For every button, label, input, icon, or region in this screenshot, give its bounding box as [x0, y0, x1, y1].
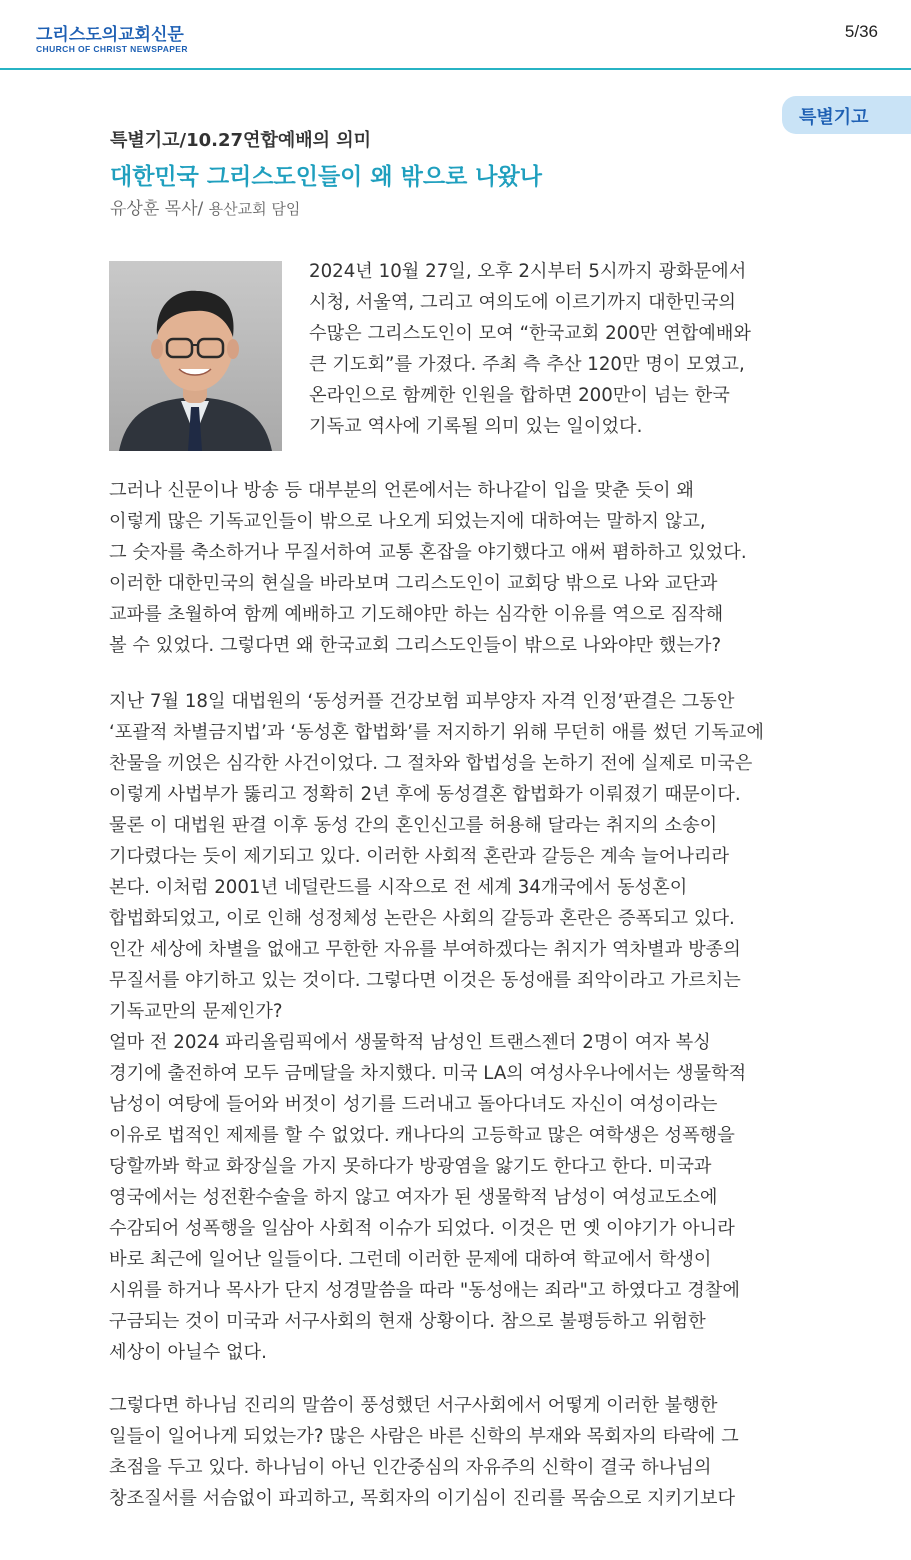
- paragraph-line: 이유로 법적인 제제를 할 수 없었다. 캐나다의 고등학교 많은 여학생은 성폭행을: [109, 1125, 735, 1146]
- paragraph-line: 이렇게 사법부가 뚫리고 정확히 2년 후에 동성결혼 합법화가 이뤄졌기 때문이다.: [109, 784, 741, 805]
- paragraph-line: 지난 7월 18일 대법원의 ‘동성커플 건강보험 피부양자 자격 인정’판결은 그동안: [109, 691, 735, 712]
- paragraph-line: 창조질서를 서슴없이 파괴하고, 목회자의 이기심이 진리를 목숨으로 지키기보다: [109, 1488, 736, 1509]
- paragraph-line: 이렇게 많은 기독교인들이 밖으로 나오게 되었는지에 대하여는 말하지 않고,: [109, 511, 706, 532]
- paragraph-line: 시위를 하거나 목사가 단지 성경말씀을 따라 "동성애는 죄라"고 하였다고 경찰에: [109, 1280, 740, 1301]
- paragraph-line: 볼 수 있었다. 그렇다면 왜 한국교회 그리스도인들이 밖으로 나와야만 했는가?: [109, 635, 722, 656]
- paragraph-line: 영국에서는 성전환수술을 하지 않고 여자가 된 생물학적 남성이 여성교도소에: [109, 1187, 718, 1208]
- intro-line: 2024년 10월 27일, 오후 2시부터 5시까지 광화문에서: [309, 261, 747, 282]
- paragraph-line: 바로 최근에 일어난 일들이다. 그런데 이러한 문제에 대하여 학교에서 학생이: [109, 1249, 712, 1270]
- paragraph-line: 기독교만의 문제인가?: [109, 1001, 283, 1022]
- paragraph-line: 찬물을 끼얹은 심각한 사건이었다. 그 절차와 합법성을 논하기 전에 실제로 미국은: [109, 753, 753, 774]
- paragraph-line: 물론 이 대법원 판결 이후 동성 간의 혼인신고를 허용해 달라는 취지의 소송이: [109, 815, 718, 836]
- intro-line: 온라인으로 함께한 인원을 합하면 200만이 넘는 한국: [309, 385, 730, 406]
- paragraph-line: 그렇다면 하나님 진리의 말씀이 풍성했던 서구사회에서 어떻게 이러한 불행한: [109, 1395, 718, 1416]
- author-portrait-image: [109, 261, 282, 451]
- paragraph-line: 경기에 출전하여 모두 금메달을 차지했다. 미국 LA의 여성사우나에서는 생물학적: [109, 1063, 747, 1084]
- article-intro: [309, 256, 829, 442]
- page-header: [0, 0, 911, 70]
- author-photo: [109, 261, 282, 451]
- paragraph-line: 그러나 신문이나 방송 등 대부분의 언론에서는 하나같이 입을 맞춘 듯이 왜: [109, 480, 694, 501]
- intro-line: 기독교 역사에 기록될 의미 있는 일이었다.: [309, 416, 643, 437]
- paragraph-line: ‘포괄적 차별금지법’과 ‘동성혼 합법화’를 저지하기 위해 무던히 애를 썼던 기독교에: [109, 722, 764, 743]
- paragraph-line: 기다렸다는 듯이 제기되고 있다. 이러한 사회적 혼란과 갈등은 계속 늘어나리라: [109, 846, 730, 867]
- paragraph-line: 무질서를 야기하고 있는 것이다. 그렇다면 이것은 동성애를 죄악이라고 가르치는: [109, 970, 741, 991]
- paragraph-line: 인간 세상에 차별을 없애고 무한한 자유를 부여하겠다는 취지가 역차별과 방종의: [109, 939, 741, 960]
- header-divider: [0, 68, 911, 70]
- article-paragraph-2: [109, 686, 829, 1368]
- intro-line: 큰 기도회”를 가졌다. 주최 측 추산 120만 명이 모였고,: [309, 354, 745, 375]
- paragraph-line: 초점을 두고 있다. 하나님이 아닌 인간중심의 자유주의 신학이 결국 하나님의: [109, 1457, 712, 1478]
- author-role: 용산교회 담임: [208, 200, 301, 218]
- intro-line: 시청, 서울역, 그리고 여의도에 이르기까지 대한민국의: [309, 292, 736, 313]
- paragraph-line: 이러한 대한민국의 현실을 바라보며 그리스도인이 교회당 밖으로 나와 교단과: [109, 573, 718, 594]
- paragraph-line: 합법화되었고, 이로 인해 성정체성 논란은 사회의 갈등과 혼란은 증폭되고 있다.: [109, 908, 735, 929]
- paragraph-line: 얼마 전 2024 파리올림픽에서 생물학적 남성인 트랜스젠더 2명이 여자 복싱: [109, 1032, 711, 1053]
- paragraph-line: 일들이 일어나게 되었는가? 많은 사람은 바른 신학의 부재와 목회자의 타락에 그: [109, 1426, 739, 1447]
- article-byline: [110, 194, 300, 219]
- paragraph-line: 당할까봐 학교 화장실을 가지 못하다가 방광염을 앓기도 한다고 한다. 미국과: [109, 1156, 712, 1177]
- paragraph-line: 세상이 아닐수 없다.: [109, 1342, 267, 1363]
- intro-line: 수많은 그리스도인이 모여 “한국교회 200만 연합예배와: [309, 323, 751, 344]
- paragraph-line: 본다. 이처럼 2001년 네덜란드를 시작으로 전 세계 34개국에서 동성혼이: [109, 877, 688, 898]
- author-name: 유상훈 목사/: [110, 199, 204, 219]
- page-number: 5/36: [844, 22, 878, 41]
- newspaper-logo[interactable]: 그리스도의교회신문: [36, 25, 184, 45]
- article-paragraph-1: [109, 475, 829, 661]
- paragraph-line: 남성이 여탕에 들어와 버젓이 성기를 드러내고 돌아다녀도 자신이 여성이라는: [109, 1094, 718, 1115]
- paragraph-line: 그 숫자를 축소하거나 무질서하여 교통 혼잡을 야기했다고 애써 폄하하고 있었다.: [109, 542, 747, 563]
- article-paragraph-3: [109, 1390, 829, 1514]
- article-kicker: 특별기고/10.27연합예배의 의미: [110, 130, 372, 151]
- paragraph-line: 구금되는 것이 미국과 서구사회의 현재 상황이다. 참으로 불평등하고 위험한: [109, 1311, 706, 1332]
- article-headline: 대한민국 그리스도인들이 왜 밖으로 나왔나: [110, 164, 542, 190]
- section-tab-label: 특별기고: [799, 107, 869, 128]
- newspaper-logo-subtitle: CHURCH OF CHRIST NEWSPAPER: [36, 44, 188, 54]
- section-tab: [782, 96, 911, 134]
- paragraph-line: 수감되어 성폭행을 일삼아 사회적 이슈가 되었다. 이것은 먼 옛 이야기가 아니라: [109, 1218, 735, 1239]
- paragraph-line: 교파를 초월하여 함께 예배하고 기도해야만 하는 심각한 이유를 역으로 짐작해: [109, 604, 724, 625]
